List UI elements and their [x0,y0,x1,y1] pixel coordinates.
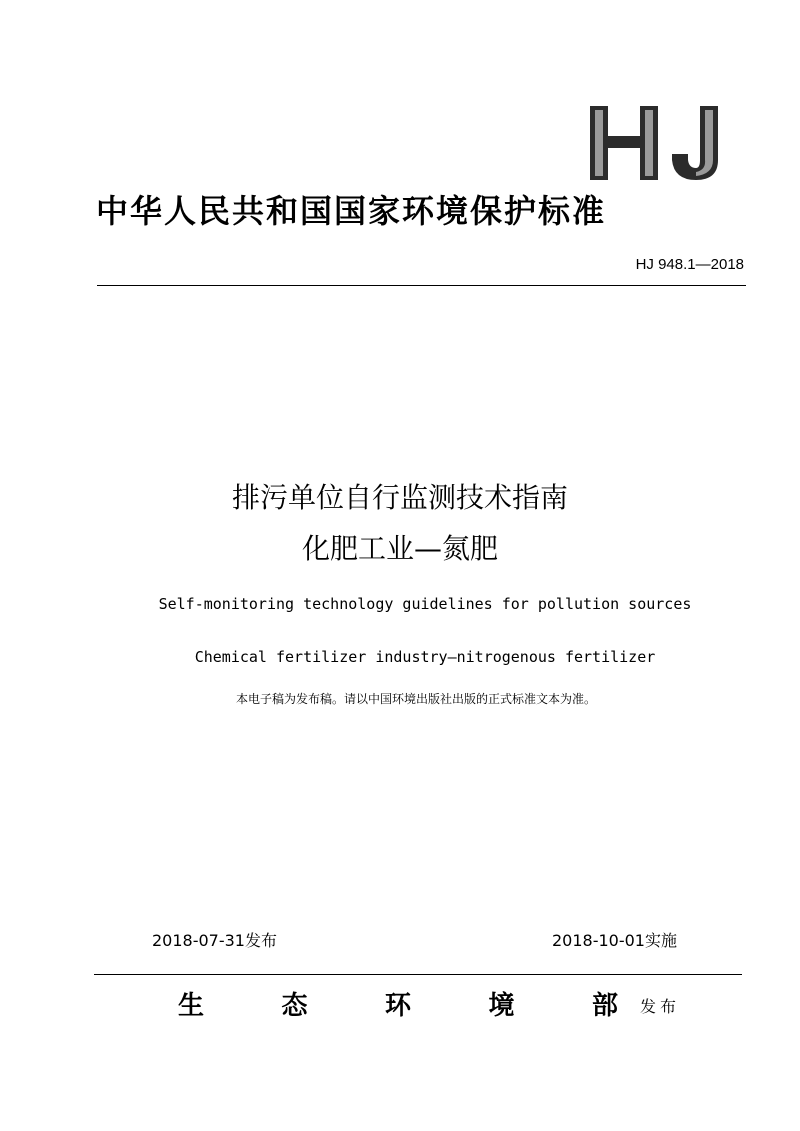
hj-logo [588,104,728,182]
issue-date: 2018-07-31发布 [152,931,277,950]
title-cn-line1: 排污单位自行监测技术指南 [231,481,568,514]
title-cn-line2: 化肥工业—氮肥 [301,532,498,565]
issuer-char: 环 [384,991,411,1021]
title-en-line2: Chemical fertilizer industry—nitrogenous fertilizer [194,648,656,666]
issuer-char: 部 [591,991,618,1021]
issuer-char: 境 [488,991,515,1021]
issuer-char: 态 [281,991,308,1021]
implementation-date: 2018-10-01实施 [552,931,677,950]
issuer-char: 生 [178,991,205,1021]
release-notice: 本电子稿为发布稿。请以中国环境出版社出版的正式标准文本为准。 [235,692,596,706]
top-divider [97,285,746,286]
issuer-name [178,985,618,1022]
national-standard-heading: 中华人民共和国国家环境保护标准 [96,192,607,230]
standard-number: HJ 948.1—2018 [635,256,744,273]
bottom-divider [94,974,742,975]
issued-by-label: 发布 [640,997,681,1016]
title-en-line1: Self-monitoring technology guidelines for pollution sources [158,595,692,613]
